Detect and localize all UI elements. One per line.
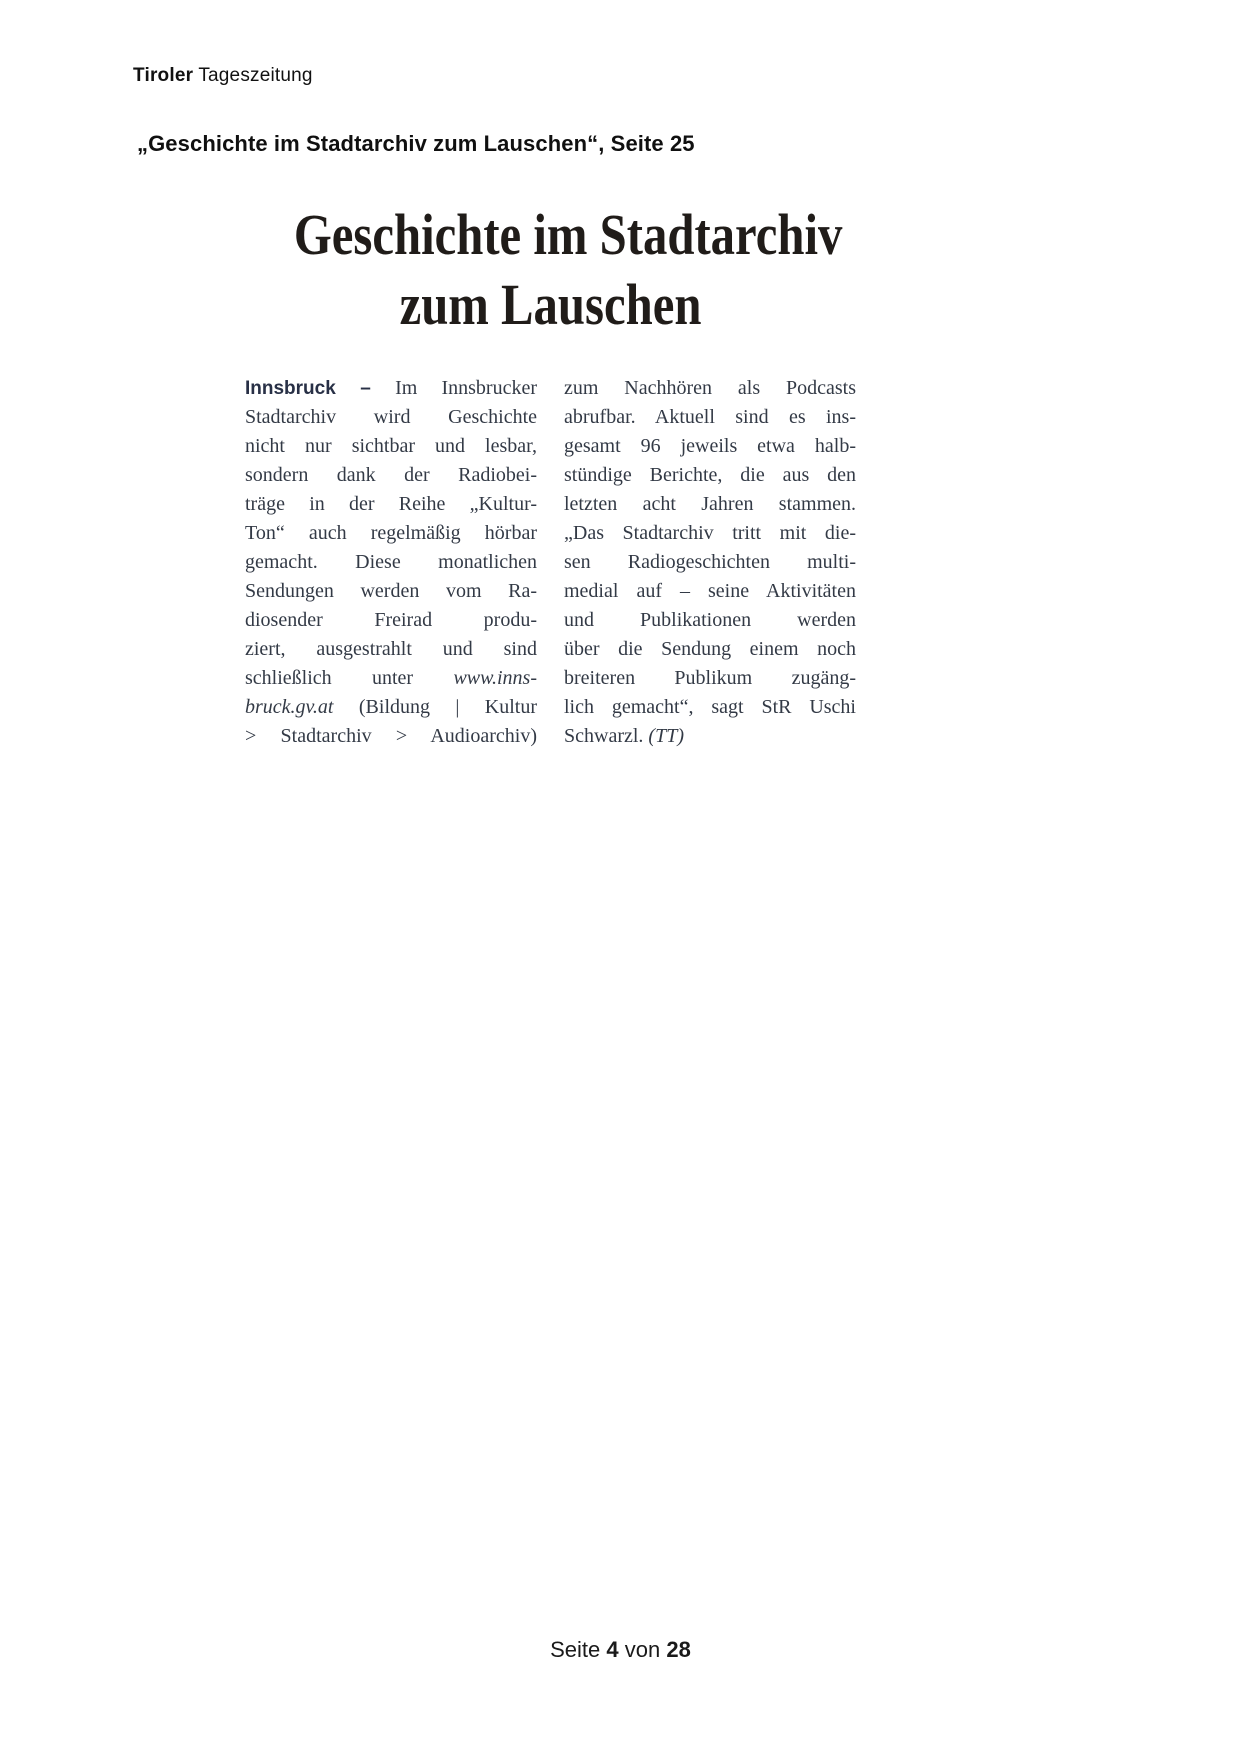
article-text: letzten acht Jahren stammen. <box>564 493 856 515</box>
article-italic-text: www.inns- <box>453 667 537 689</box>
article-text-line <box>564 606 856 635</box>
article-text-line <box>564 490 856 519</box>
article-text-line <box>564 693 856 722</box>
article-text-line <box>245 548 537 577</box>
article-italic-text: (TT) <box>648 725 684 747</box>
article-text-line <box>245 722 537 751</box>
article-text-line <box>245 693 537 722</box>
article-text: gemacht. Diese monatlichen <box>245 551 537 573</box>
article-text: lich gemacht“, sagt StR Uschi <box>564 696 856 718</box>
article-text: nicht nur sichtbar und lesbar, <box>245 435 537 457</box>
article-text: Im Innsbrucker <box>370 377 537 399</box>
article-lede-text: Innsbruck – <box>245 378 371 399</box>
article-text-line <box>245 664 537 693</box>
publication-name-bold: Tiroler <box>133 65 194 86</box>
article-text: sondern dank der Radiobei- <box>245 464 537 486</box>
article-text: schließlich unter <box>245 667 454 689</box>
article-text-line <box>245 519 537 548</box>
article-text: Stadtarchiv wird Geschichte <box>245 406 537 428</box>
article-body <box>245 374 856 751</box>
footer-total-pages: 28 <box>666 1637 691 1662</box>
article-text: ziert, ausgestrahlt und sind <box>245 638 537 660</box>
article-text: und Publikationen werden <box>564 609 856 631</box>
article-text-line <box>245 461 537 490</box>
article-text: sen Radiogeschichten multi- <box>564 551 856 573</box>
article-text: diosender Freirad produ- <box>245 609 537 631</box>
article-text-line <box>564 577 856 606</box>
footer-label-seite: Seite <box>550 1637 601 1662</box>
article-text-line <box>564 432 856 461</box>
article-text: Sendungen werden vom Ra- <box>245 580 537 602</box>
page-footer <box>0 1636 1241 1664</box>
article-text: stündige Berichte, die aus den <box>564 464 856 486</box>
article-text-line <box>564 664 856 693</box>
article-column-right <box>564 374 856 751</box>
article-text-line <box>564 519 856 548</box>
article-text-line <box>245 606 537 635</box>
article-column-left <box>245 374 537 751</box>
article-text-line <box>564 635 856 664</box>
newspaper-clipping <box>245 200 856 751</box>
publication-name-rest: Tageszeitung <box>193 65 313 86</box>
article-text: (Bildung | Kultur <box>333 696 537 718</box>
article-text-line <box>245 432 537 461</box>
article-text-line <box>245 490 537 519</box>
article-text: Ton“ auch regelmäßig hörbar <box>245 522 537 544</box>
footer-label-von: von <box>624 1637 661 1662</box>
article-headline-line2: zum Lauschen <box>399 272 702 337</box>
article-text-line <box>564 461 856 490</box>
article-text: breiteren Publikum zugäng- <box>564 667 856 689</box>
article-text-line <box>245 403 537 432</box>
article-reference-heading: „Geschichte im Stadtarchiv zum Lauschen“, Seite 25 <box>137 131 695 156</box>
article-text: gesamt 96 jeweils etwa halb- <box>564 435 856 457</box>
article-text: abrufbar. Aktuell sind es ins- <box>564 406 856 428</box>
article-text-line <box>245 374 537 403</box>
article-italic-text: bruck.gv.at <box>245 696 334 718</box>
article-text-line <box>564 374 856 403</box>
article-text-line <box>245 635 537 664</box>
article-headline-line1: Geschichte im Stadtarchiv <box>293 202 843 267</box>
article-text: „Das Stadtarchiv tritt mit die- <box>564 522 856 544</box>
article-text: Schwarzl. <box>564 725 649 747</box>
article-text: medial auf – seine Aktivitäten <box>564 580 856 602</box>
article-text: über die Sendung einem noch <box>564 638 856 660</box>
publication-name <box>133 64 313 88</box>
article-headline <box>293 200 843 340</box>
article-text-line <box>564 403 856 432</box>
footer-page-number: 4 <box>606 1637 619 1662</box>
article-text: zum Nachhören als Podcasts <box>564 377 856 399</box>
article-text: > Stadtarchiv > Audioarchiv) <box>245 725 537 747</box>
article-text: träge in der Reihe „Kultur- <box>245 493 537 515</box>
article-text-line <box>564 548 856 577</box>
article-text-line <box>564 722 856 751</box>
article-text-line <box>245 577 537 606</box>
